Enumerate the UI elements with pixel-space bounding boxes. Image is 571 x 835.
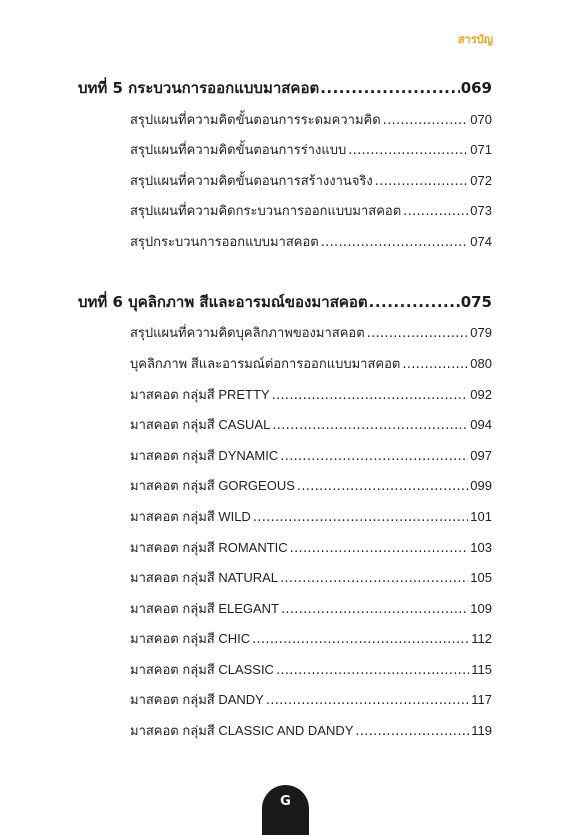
toc-entry[interactable]	[130, 109, 492, 130]
entry-page-number: 092	[470, 387, 492, 402]
chapter-heading[interactable]	[78, 76, 492, 100]
dot-leader	[272, 418, 468, 433]
entry-page-number: 115	[471, 662, 492, 677]
dot-leader	[281, 602, 468, 617]
entry-title: มาสคอต กลุ่มสี WILD	[130, 509, 251, 524]
entry-title: สรุปแผนที่ความคิดขั้นตอนการร่างแบบ	[130, 142, 347, 157]
entry-title: สรุปแผนที่ความคิดกระบวนการออกแบบมาสคอต	[130, 203, 402, 218]
dot-leader	[280, 449, 468, 464]
entry-title: มาสคอต กลุ่มสี CLASSIC AND DANDY	[130, 723, 354, 738]
entry-page-number: 103	[470, 540, 492, 555]
page-number-tab: G	[262, 785, 309, 835]
dot-leader	[266, 693, 469, 708]
toc-entry[interactable]	[130, 598, 492, 619]
entry-page-number: 080	[470, 356, 492, 371]
entry-page-number: 074	[470, 234, 492, 249]
toc-entry[interactable]	[130, 659, 492, 680]
chapter-title: บทที่ 5 กระบวนการออกแบบมาสคอต	[78, 79, 320, 97]
entry-title: มาสคอต กลุ่มสี DYNAMIC	[130, 448, 279, 463]
entry-page-number: 097	[470, 448, 492, 463]
entry-page-number: 101	[470, 509, 492, 524]
entry-title: มาสคอต กลุ่มสี ROMANTIC	[130, 540, 288, 555]
dot-leader	[272, 388, 469, 403]
toc-entry[interactable]	[130, 445, 492, 466]
dot-leader	[253, 510, 468, 525]
entry-page-number: 071	[470, 142, 492, 157]
dot-leader	[348, 143, 468, 158]
entry-title: มาสคอต กลุ่มสี CASUAL	[130, 417, 271, 432]
toc-entry[interactable]	[130, 506, 492, 527]
entry-page-number: 105	[470, 570, 492, 585]
toc-entry[interactable]	[130, 231, 492, 252]
entry-page-number: 117	[471, 692, 492, 707]
dot-leader	[321, 235, 469, 250]
entry-page-number: 099	[470, 478, 492, 493]
entry-title: มาสคอต กลุ่มสี CHIC	[130, 631, 251, 646]
dot-leader	[280, 571, 468, 586]
toc-entry[interactable]	[130, 537, 492, 558]
dot-leader	[252, 632, 469, 647]
toc-entry[interactable]	[130, 322, 492, 343]
dot-leader	[320, 79, 459, 97]
toc-entry[interactable]	[130, 689, 492, 710]
dot-leader	[403, 204, 468, 219]
entry-page-number: 070	[470, 112, 492, 127]
toc-entry[interactable]	[130, 384, 492, 405]
entry-title: มาสคอต กลุ่มสี ELEGANT	[130, 601, 279, 616]
entry-title: บุคลิกภาพ สีและอารมณ์ต่อการออกแบบมาสคอต	[130, 356, 401, 371]
dot-leader	[369, 293, 460, 311]
entry-title: สรุปกระบวนการออกแบบมาสคอต	[130, 234, 319, 249]
entry-title: สรุปแผนที่ความคิดบุคลิกภาพของมาสคอต	[130, 325, 365, 340]
chapter-heading[interactable]	[78, 290, 492, 314]
entry-title: มาสคอต กลุ่มสี CLASSIC	[130, 662, 274, 677]
toc-entry[interactable]	[130, 414, 492, 435]
toc-entry[interactable]	[130, 475, 492, 496]
section-header-label: สารบัญ	[457, 33, 493, 46]
dot-leader	[383, 113, 469, 128]
toc-entry[interactable]	[130, 139, 492, 160]
toc-entry[interactable]	[130, 628, 492, 649]
toc-entry[interactable]	[130, 170, 492, 191]
entry-title: สรุปแผนที่ความคิดขั้นตอนการสร้างงานจริง	[130, 173, 373, 188]
toc-entry[interactable]	[130, 353, 492, 374]
entry-page-number: 119	[471, 723, 492, 738]
toc-entry[interactable]	[130, 200, 492, 221]
entry-page-number: 073	[470, 203, 492, 218]
entry-title: สรุปแผนที่ความคิดขั้นตอนการระดมความคิด	[130, 112, 381, 127]
entry-page-number: 079	[470, 325, 492, 340]
chapter-page-number: 075	[460, 293, 492, 311]
dot-leader	[402, 357, 468, 372]
entry-page-number: 072	[470, 173, 492, 188]
chapter-page-number: 069	[460, 79, 492, 97]
entry-page-number: 094	[470, 417, 492, 432]
toc-entry[interactable]	[130, 720, 492, 741]
entry-title: มาสคอต กลุ่มสี GORGEOUS	[130, 478, 295, 493]
toc-entry[interactable]	[130, 567, 492, 588]
dot-leader	[355, 724, 469, 739]
dot-leader	[276, 663, 469, 678]
dot-leader	[367, 326, 469, 341]
entry-title: มาสคอต กลุ่มสี DANDY	[130, 692, 264, 707]
dot-leader	[375, 174, 469, 189]
chapter-title: บทที่ 6 บุคลิกภาพ สีและอารมณ์ของมาสคอต	[78, 293, 368, 311]
entry-page-number: 109	[470, 601, 492, 616]
dot-leader	[297, 479, 468, 494]
dot-leader	[290, 541, 469, 556]
entry-page-number: 112	[471, 631, 492, 646]
entry-title: มาสคอต กลุ่มสี PRETTY	[130, 387, 270, 402]
entry-title: มาสคอต กลุ่มสี NATURAL	[130, 570, 279, 585]
